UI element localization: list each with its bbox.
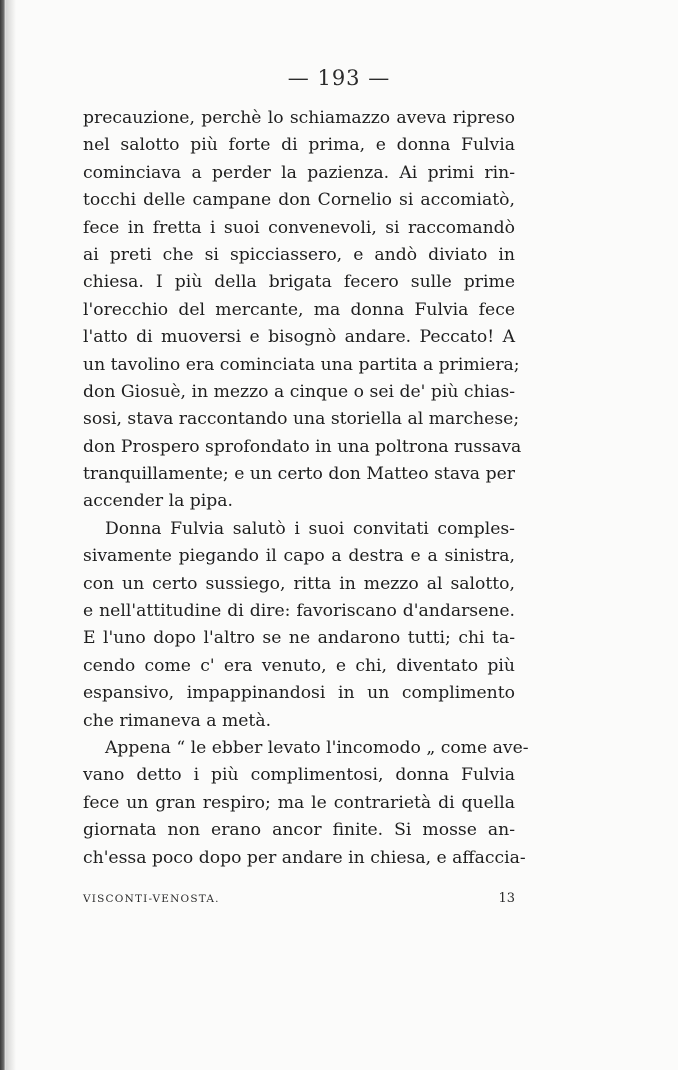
text-line: vano detto i più complimentosi, donna Fulvia <box>83 765 515 786</box>
page-footer <box>83 891 515 911</box>
text-line: sivamente piegando il capo a destra e a sinistra, <box>83 546 515 567</box>
paragraph-end-line: che rimaneva a metà. <box>83 710 272 731</box>
text-line: fece un gran respiro; ma le contrarietà di quella <box>83 792 515 813</box>
text-line: don Giosuè, in mezzo a cinque o sei de' più chias- <box>83 381 515 402</box>
text-line: cominciava a perder la pazienza. Ai primi rin- <box>83 162 515 183</box>
text-line: nel salotto più forte di prima, e donna Fulvia <box>83 135 515 156</box>
text-line: sosi, stava raccontando una storiella al marchese; <box>83 409 520 430</box>
paragraph-start-line: Donna Fulvia salutò i suoi convitati comples- <box>105 518 515 539</box>
page-number: — 193 — <box>287 66 391 90</box>
text-line: l'orecchio del mercante, ma donna Fulvia fece <box>83 299 515 320</box>
text-line: tranquillamente; e un certo don Matteo stava per <box>83 464 515 485</box>
printer-signature: VISCONTI-VENOSTA. <box>83 893 220 905</box>
text-line: un tavolino era cominciata una partita a primiera; <box>83 354 520 375</box>
text-line: chiesa. I più della brigata fecero sulle prime <box>83 272 515 293</box>
paragraph-start-line: Appena “ le ebber levato l'incomodo „ come ave- <box>105 737 529 758</box>
text-line: con un certo sussiego, ritta in mezzo al salotto, <box>83 573 515 594</box>
text-line: fece in fretta i suoi convenevoli, si raccomandò <box>83 217 515 238</box>
text-line: tocchi delle campane don Cornelio si accomiatò, <box>83 190 515 211</box>
text-line: ch'essa poco dopo per andare in chiesa, e affaccia- <box>83 847 526 868</box>
text-line: cendo come c' era venuto, e chi, diventato più <box>83 655 515 676</box>
body-text <box>83 105 529 872</box>
text-line: ai preti che si spicciassero, e andò diviato in <box>83 244 515 265</box>
text-line: precauzione, perchè lo schiamazzo aveva ripreso <box>83 108 515 128</box>
text-line: E l'uno dopo l'altro se ne andarono tutti; chi ta- <box>83 628 515 649</box>
signature-number: 13 <box>498 891 515 906</box>
text-line: giornata non erano ancor finite. Si mosse an- <box>83 820 515 841</box>
text-line: don Prospero sprofondato in una poltrona russava <box>83 436 522 457</box>
binding-shadow <box>6 0 16 1070</box>
text-line: e nell'attitudine di dire: favoriscano d'andarsene. <box>83 601 515 622</box>
text-line: espansivo, impappinandosi in un complimento <box>83 683 515 704</box>
text-line: l'atto di muoversi e bisognò andare. Peccato! A <box>83 327 515 348</box>
paragraph-end-line: accender la pipa. <box>83 491 234 512</box>
